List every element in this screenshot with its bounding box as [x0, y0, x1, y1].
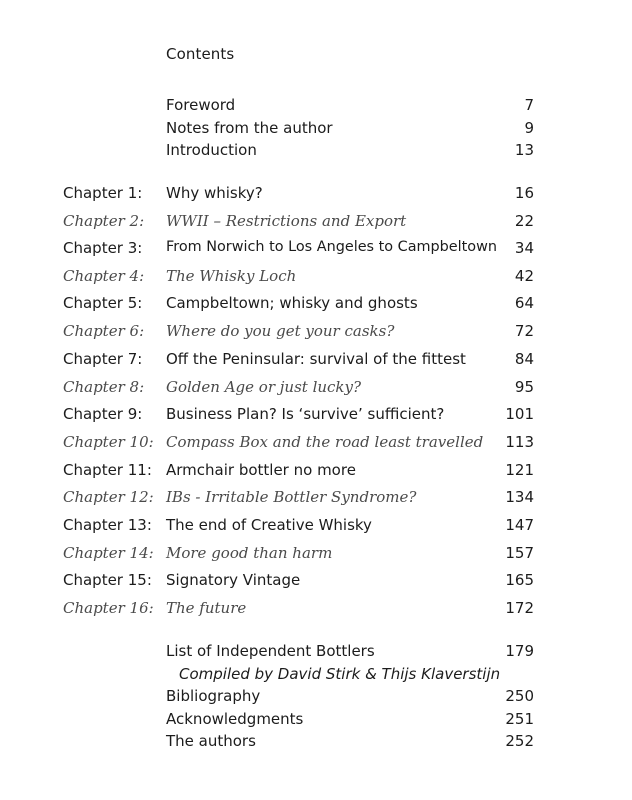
toc-chapter-16[interactable] — [0, 599, 632, 621]
toc-chapter-4[interactable] — [0, 267, 632, 289]
entry-title: Foreword — [166, 96, 236, 114]
chapter-title: Business Plan? Is ‘survive’ sufficient? — [166, 405, 445, 423]
toc-entry-notes[interactable] — [0, 119, 632, 141]
toc-entry-introduction[interactable] — [0, 141, 632, 163]
chapter-title: From Norwich to Los Angeles to Campbeltown — [166, 239, 497, 255]
chapter-title: The end of Creative Whisky — [166, 516, 372, 534]
entry-title: Introduction — [166, 141, 257, 159]
chapter-label: Chapter 3: — [63, 239, 143, 257]
chapter-label: Chapter 12: — [63, 488, 154, 506]
chapter-label: Chapter 1: — [63, 184, 143, 202]
chapter-label: Chapter 6: — [63, 322, 145, 340]
chapter-label: Chapter 10: — [63, 433, 154, 451]
chapter-label: Chapter 14: — [63, 544, 154, 562]
chapter-page: 72 — [514, 322, 534, 340]
chapter-page: 95 — [514, 378, 534, 396]
chapter-label: Chapter 5: — [63, 294, 143, 312]
page-title: Contents — [166, 45, 235, 63]
chapter-page: 113 — [505, 433, 534, 451]
toc-chapter-11[interactable] — [0, 461, 632, 483]
chapter-label: Chapter 8: — [63, 378, 145, 396]
entry-page: 7 — [524, 96, 534, 114]
entry-page: 13 — [514, 141, 534, 159]
chapter-title: Off the Peninsular: survival of the fittest — [166, 350, 466, 368]
entry-title: Notes from the author — [166, 119, 333, 137]
compiled-by-note: Compiled by David Stirk & Thijs Klaverstijn — [179, 665, 501, 683]
chapter-page: 157 — [505, 544, 534, 562]
toc-chapter-15[interactable] — [0, 571, 632, 593]
toc-chapter-1[interactable] — [0, 184, 632, 206]
chapter-label: Chapter 4: — [63, 267, 145, 285]
toc-chapter-9[interactable] — [0, 405, 632, 427]
chapter-label: Chapter 15: — [63, 571, 152, 589]
entry-page: 9 — [524, 119, 534, 137]
toc-chapter-8[interactable] — [0, 378, 632, 400]
toc-entry-foreword[interactable] — [0, 96, 632, 118]
chapter-page: 84 — [514, 350, 534, 368]
chapter-title: Golden Age or just lucky? — [166, 378, 362, 396]
chapter-label: Chapter 9: — [63, 405, 143, 423]
chapter-title: Compass Box and the road least travelled — [166, 433, 484, 451]
toc-chapter-7[interactable] — [0, 350, 632, 372]
chapter-page: 101 — [505, 405, 534, 423]
chapter-label: Chapter 16: — [63, 599, 154, 617]
chapter-page: 147 — [505, 516, 534, 534]
chapter-page: 165 — [505, 571, 534, 589]
chapter-title: The Whisky Loch — [166, 267, 297, 285]
toc-chapter-5[interactable] — [0, 294, 632, 316]
chapter-title: Why whisky? — [166, 184, 263, 202]
toc-chapter-3[interactable] — [0, 239, 632, 261]
toc-chapter-14[interactable] — [0, 544, 632, 566]
chapter-label: Chapter 7: — [63, 350, 143, 368]
chapter-title: IBs - Irritable Bottler Syndrome? — [166, 488, 417, 506]
chapter-title: WWII – Restrictions and Export — [166, 212, 407, 230]
chapter-title: The future — [166, 599, 247, 617]
toc-chapter-6[interactable] — [0, 322, 632, 344]
chapter-label: Chapter 13: — [63, 516, 152, 534]
chapter-label: Chapter 11: — [63, 461, 152, 479]
toc-entry-acknowledgments[interactable] — [0, 710, 632, 732]
chapter-page: 34 — [514, 239, 534, 257]
entry-page: 250 — [505, 687, 534, 705]
toc-entry-list-of-bottlers[interactable] — [0, 642, 632, 664]
entry-title: Acknowledgments — [166, 710, 304, 728]
chapter-page: 64 — [514, 294, 534, 312]
chapter-title: More good than harm — [166, 544, 333, 562]
toc-entry-the-authors[interactable] — [0, 732, 632, 754]
chapter-page: 134 — [505, 488, 534, 506]
chapter-title: Where do you get your casks? — [166, 322, 395, 340]
chapter-page: 42 — [514, 267, 534, 285]
entry-page: 252 — [505, 732, 534, 750]
toc-chapter-2[interactable] — [0, 212, 632, 234]
chapter-title: Signatory Vintage — [166, 571, 301, 589]
entry-title: Bibliography — [166, 687, 261, 705]
chapter-page: 22 — [514, 212, 534, 230]
toc-chapter-13[interactable] — [0, 516, 632, 538]
toc-chapter-12[interactable] — [0, 488, 632, 510]
entry-page: 251 — [505, 710, 534, 728]
entry-title: The authors — [166, 732, 256, 750]
toc-chapter-10[interactable] — [0, 433, 632, 455]
chapter-title: Campbeltown; whisky and ghosts — [166, 294, 418, 312]
entry-title: List of Independent Bottlers — [166, 642, 375, 660]
entry-page: 179 — [505, 642, 534, 660]
chapter-page: 16 — [514, 184, 534, 202]
chapter-title: Armchair bottler no more — [166, 461, 356, 479]
toc-entry-bibliography[interactable] — [0, 687, 632, 709]
chapter-page: 172 — [505, 599, 534, 617]
chapter-label: Chapter 2: — [63, 212, 145, 230]
chapter-page: 121 — [505, 461, 534, 479]
